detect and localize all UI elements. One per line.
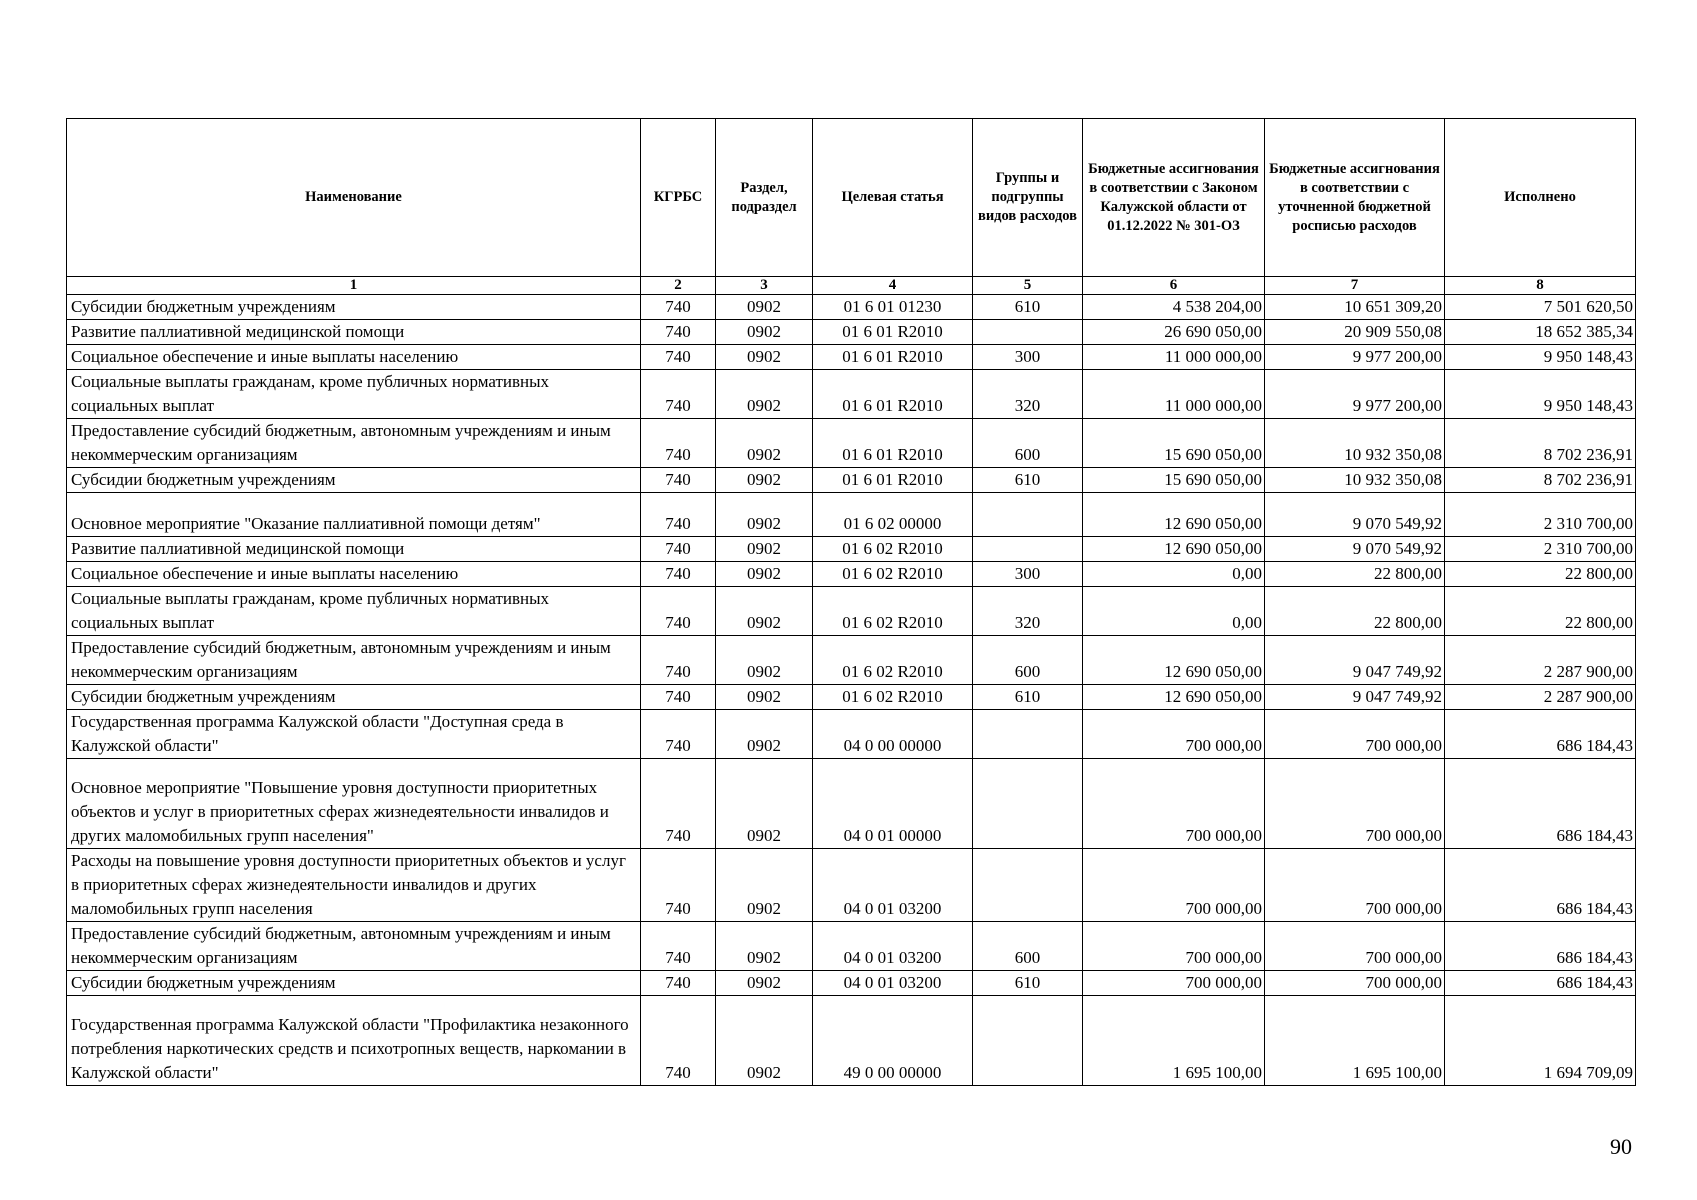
table-row xyxy=(67,493,1636,537)
row-law-allocation-cell: 15 690 050,00 xyxy=(1083,419,1265,468)
row-name-cell: Расходы на повышение уровня доступности приоритетных объектов и услуг в приоритетных сферах жизнедеятельности инвалидов и других маломобильных групп населения xyxy=(67,849,641,922)
row-law-allocation-cell: 700 000,00 xyxy=(1083,849,1265,922)
column-number: 7 xyxy=(1265,277,1445,295)
column-number: 5 xyxy=(973,277,1083,295)
row-razdel-cell: 0902 xyxy=(716,493,813,537)
row-name-cell: Предоставление субсидий бюджетным, автономным учреждениям и иным некоммерческим организациям xyxy=(67,419,641,468)
row-executed-cell: 2 310 700,00 xyxy=(1445,537,1636,562)
row-executed-cell: 8 702 236,91 xyxy=(1445,468,1636,493)
row-executed-cell: 686 184,43 xyxy=(1445,710,1636,759)
row-budget-schedule-cell: 700 000,00 xyxy=(1265,971,1445,996)
table-row xyxy=(67,971,1636,996)
row-expense-type-cell: 600 xyxy=(973,922,1083,971)
row-target-article-cell: 01 6 02 R2010 xyxy=(813,587,973,636)
row-name-cell: Государственная программа Калужской области "Профилактика незаконного потребления наркотических средств и психотропных веществ, наркомании в Калужской области" xyxy=(67,996,641,1086)
row-executed-cell: 2 310 700,00 xyxy=(1445,493,1636,537)
row-law-allocation-cell: 700 000,00 xyxy=(1083,710,1265,759)
row-target-article-cell: 01 6 02 00000 xyxy=(813,493,973,537)
row-budget-schedule-cell: 10 651 309,20 xyxy=(1265,295,1445,320)
row-kgrbs-cell: 740 xyxy=(641,710,716,759)
row-name-cell: Предоставление субсидий бюджетным, автономным учреждениям и иным некоммерческим организациям xyxy=(67,922,641,971)
row-expense-type-cell: 610 xyxy=(973,295,1083,320)
row-law-allocation-cell: 12 690 050,00 xyxy=(1083,685,1265,710)
table-row xyxy=(67,370,1636,419)
row-kgrbs-cell: 740 xyxy=(641,636,716,685)
row-budget-schedule-cell: 9 070 549,92 xyxy=(1265,493,1445,537)
row-target-article-cell: 04 0 01 00000 xyxy=(813,759,973,849)
row-razdel-cell: 0902 xyxy=(716,370,813,419)
table-row xyxy=(67,849,1636,922)
row-kgrbs-cell: 740 xyxy=(641,922,716,971)
row-kgrbs-cell: 740 xyxy=(641,320,716,345)
row-law-allocation-cell: 12 690 050,00 xyxy=(1083,493,1265,537)
row-law-allocation-cell: 4 538 204,00 xyxy=(1083,295,1265,320)
row-law-allocation-cell: 700 000,00 xyxy=(1083,971,1265,996)
row-executed-cell: 22 800,00 xyxy=(1445,562,1636,587)
row-executed-cell: 7 501 620,50 xyxy=(1445,295,1636,320)
row-executed-cell: 1 694 709,09 xyxy=(1445,996,1636,1086)
budget-table xyxy=(66,118,1636,1086)
table-row xyxy=(67,320,1636,345)
row-razdel-cell: 0902 xyxy=(716,636,813,685)
row-target-article-cell: 01 6 02 R2010 xyxy=(813,685,973,710)
header-row xyxy=(67,119,1636,277)
row-executed-cell: 2 287 900,00 xyxy=(1445,636,1636,685)
row-name-cell: Социальное обеспечение и иные выплаты населению xyxy=(67,345,641,370)
row-kgrbs-cell: 740 xyxy=(641,370,716,419)
table-row xyxy=(67,562,1636,587)
row-budget-schedule-cell: 10 932 350,08 xyxy=(1265,419,1445,468)
column-number: 6 xyxy=(1083,277,1265,295)
row-kgrbs-cell: 740 xyxy=(641,759,716,849)
row-expense-type-cell: 320 xyxy=(973,370,1083,419)
header-expense-type: Группы и подгруппы видов расходов xyxy=(973,119,1083,277)
column-number: 4 xyxy=(813,277,973,295)
row-razdel-cell: 0902 xyxy=(716,468,813,493)
row-law-allocation-cell: 12 690 050,00 xyxy=(1083,636,1265,685)
row-name-cell: Основное мероприятие "Повышение уровня доступности приоритетных объектов и услуг в приоритетных сферах жизнедеятельности инвалидов и других маломобильных групп населения" xyxy=(67,759,641,849)
row-law-allocation-cell: 700 000,00 xyxy=(1083,922,1265,971)
row-target-article-cell: 01 6 01 R2010 xyxy=(813,320,973,345)
row-razdel-cell: 0902 xyxy=(716,562,813,587)
header-target-article: Целевая статья xyxy=(813,119,973,277)
table-row xyxy=(67,710,1636,759)
row-executed-cell: 9 950 148,43 xyxy=(1445,370,1636,419)
row-target-article-cell: 04 0 01 03200 xyxy=(813,971,973,996)
row-expense-type-cell xyxy=(973,759,1083,849)
row-target-article-cell: 01 6 02 R2010 xyxy=(813,636,973,685)
table-row xyxy=(67,759,1636,849)
row-name-cell: Социальные выплаты гражданам, кроме публичных нормативных социальных выплат xyxy=(67,587,641,636)
row-name-cell: Социальные выплаты гражданам, кроме публичных нормативных социальных выплат xyxy=(67,370,641,419)
header-razdel: Раздел, подраздел xyxy=(716,119,813,277)
table-row xyxy=(67,295,1636,320)
table-row xyxy=(67,685,1636,710)
row-law-allocation-cell: 26 690 050,00 xyxy=(1083,320,1265,345)
row-kgrbs-cell: 740 xyxy=(641,537,716,562)
column-number: 8 xyxy=(1445,277,1636,295)
row-executed-cell: 686 184,43 xyxy=(1445,759,1636,849)
row-name-cell: Субсидии бюджетным учреждениям xyxy=(67,685,641,710)
row-name-cell: Основное мероприятие "Оказание паллиативной помощи детям" xyxy=(67,493,641,537)
row-kgrbs-cell: 740 xyxy=(641,587,716,636)
row-razdel-cell: 0902 xyxy=(716,345,813,370)
table-row xyxy=(67,345,1636,370)
row-kgrbs-cell: 740 xyxy=(641,849,716,922)
row-budget-schedule-cell: 9 047 749,92 xyxy=(1265,636,1445,685)
table-row xyxy=(67,468,1636,493)
row-kgrbs-cell: 740 xyxy=(641,295,716,320)
row-law-allocation-cell: 0,00 xyxy=(1083,562,1265,587)
row-budget-schedule-cell: 9 977 200,00 xyxy=(1265,370,1445,419)
row-target-article-cell: 04 0 00 00000 xyxy=(813,710,973,759)
row-executed-cell: 686 184,43 xyxy=(1445,849,1636,922)
table-row xyxy=(67,922,1636,971)
row-expense-type-cell: 600 xyxy=(973,419,1083,468)
row-budget-schedule-cell: 9 070 549,92 xyxy=(1265,537,1445,562)
row-kgrbs-cell: 740 xyxy=(641,685,716,710)
table-row xyxy=(67,419,1636,468)
row-name-cell: Предоставление субсидий бюджетным, автономным учреждениям и иным некоммерческим организациям xyxy=(67,636,641,685)
row-expense-type-cell: 610 xyxy=(973,685,1083,710)
row-target-article-cell: 01 6 01 R2010 xyxy=(813,419,973,468)
row-razdel-cell: 0902 xyxy=(716,971,813,996)
row-name-cell: Развитие паллиативной медицинской помощи xyxy=(67,320,641,345)
row-budget-schedule-cell: 22 800,00 xyxy=(1265,587,1445,636)
row-executed-cell: 686 184,43 xyxy=(1445,922,1636,971)
row-razdel-cell: 0902 xyxy=(716,759,813,849)
row-target-article-cell: 01 6 01 R2010 xyxy=(813,345,973,370)
row-razdel-cell: 0902 xyxy=(716,320,813,345)
row-expense-type-cell: 320 xyxy=(973,587,1083,636)
column-number: 2 xyxy=(641,277,716,295)
table-row xyxy=(67,636,1636,685)
header-budget-schedule: Бюджетные ассигнования в соответствии с уточненной бюджетной росписью расходов xyxy=(1265,119,1445,277)
row-budget-schedule-cell: 22 800,00 xyxy=(1265,562,1445,587)
row-target-article-cell: 01 6 01 R2010 xyxy=(813,370,973,419)
row-razdel-cell: 0902 xyxy=(716,587,813,636)
row-executed-cell: 9 950 148,43 xyxy=(1445,345,1636,370)
table-body xyxy=(67,295,1636,1086)
row-razdel-cell: 0902 xyxy=(716,922,813,971)
row-target-article-cell: 04 0 01 03200 xyxy=(813,922,973,971)
row-kgrbs-cell: 740 xyxy=(641,345,716,370)
row-expense-type-cell: 610 xyxy=(973,971,1083,996)
row-target-article-cell: 01 6 01 R2010 xyxy=(813,468,973,493)
row-target-article-cell: 04 0 01 03200 xyxy=(813,849,973,922)
table-row xyxy=(67,996,1636,1086)
row-budget-schedule-cell: 700 000,00 xyxy=(1265,849,1445,922)
row-name-cell: Субсидии бюджетным учреждениям xyxy=(67,468,641,493)
row-razdel-cell: 0902 xyxy=(716,710,813,759)
column-number: 3 xyxy=(716,277,813,295)
row-budget-schedule-cell: 700 000,00 xyxy=(1265,710,1445,759)
row-name-cell: Субсидии бюджетным учреждениям xyxy=(67,295,641,320)
header-law-allocation: Бюджетные ассигнования в соответствии с Законом Калужской области от 01.12.2022 № 301-ОЗ xyxy=(1083,119,1265,277)
column-number: 1 xyxy=(67,277,641,295)
row-name-cell: Социальное обеспечение и иные выплаты населению xyxy=(67,562,641,587)
row-executed-cell: 686 184,43 xyxy=(1445,971,1636,996)
row-law-allocation-cell: 11 000 000,00 xyxy=(1083,370,1265,419)
row-law-allocation-cell: 11 000 000,00 xyxy=(1083,345,1265,370)
row-law-allocation-cell: 1 695 100,00 xyxy=(1083,996,1265,1086)
row-law-allocation-cell: 700 000,00 xyxy=(1083,759,1265,849)
row-razdel-cell: 0902 xyxy=(716,295,813,320)
row-expense-type-cell xyxy=(973,996,1083,1086)
row-expense-type-cell xyxy=(973,537,1083,562)
row-budget-schedule-cell: 20 909 550,08 xyxy=(1265,320,1445,345)
row-kgrbs-cell: 740 xyxy=(641,996,716,1086)
row-expense-type-cell xyxy=(973,320,1083,345)
row-razdel-cell: 0902 xyxy=(716,419,813,468)
row-executed-cell: 8 702 236,91 xyxy=(1445,419,1636,468)
row-kgrbs-cell: 740 xyxy=(641,562,716,587)
row-name-cell: Развитие паллиативной медицинской помощи xyxy=(67,537,641,562)
row-budget-schedule-cell: 10 932 350,08 xyxy=(1265,468,1445,493)
row-budget-schedule-cell: 9 047 749,92 xyxy=(1265,685,1445,710)
row-razdel-cell: 0902 xyxy=(716,849,813,922)
row-target-article-cell: 01 6 01 01230 xyxy=(813,295,973,320)
row-target-article-cell: 49 0 00 00000 xyxy=(813,996,973,1086)
row-target-article-cell: 01 6 02 R2010 xyxy=(813,562,973,587)
row-kgrbs-cell: 740 xyxy=(641,419,716,468)
row-expense-type-cell: 600 xyxy=(973,636,1083,685)
row-target-article-cell: 01 6 02 R2010 xyxy=(813,537,973,562)
row-budget-schedule-cell: 1 695 100,00 xyxy=(1265,996,1445,1086)
row-law-allocation-cell: 12 690 050,00 xyxy=(1083,537,1265,562)
row-kgrbs-cell: 740 xyxy=(641,971,716,996)
row-budget-schedule-cell: 700 000,00 xyxy=(1265,759,1445,849)
row-executed-cell: 22 800,00 xyxy=(1445,587,1636,636)
row-law-allocation-cell: 0,00 xyxy=(1083,587,1265,636)
row-expense-type-cell xyxy=(973,493,1083,537)
row-budget-schedule-cell: 9 977 200,00 xyxy=(1265,345,1445,370)
row-name-cell: Субсидии бюджетным учреждениям xyxy=(67,971,641,996)
row-expense-type-cell: 610 xyxy=(973,468,1083,493)
table-row xyxy=(67,537,1636,562)
page-number: 90 xyxy=(1610,1134,1632,1159)
row-razdel-cell: 0902 xyxy=(716,537,813,562)
row-expense-type-cell: 300 xyxy=(973,562,1083,587)
header-executed: Исполнено xyxy=(1445,119,1636,277)
header-name: Наименование xyxy=(67,119,641,277)
row-name-cell: Государственная программа Калужской области "Доступная среда в Калужской области" xyxy=(67,710,641,759)
row-budget-schedule-cell: 700 000,00 xyxy=(1265,922,1445,971)
table-row xyxy=(67,587,1636,636)
row-expense-type-cell xyxy=(973,710,1083,759)
row-razdel-cell: 0902 xyxy=(716,996,813,1086)
row-kgrbs-cell: 740 xyxy=(641,493,716,537)
row-razdel-cell: 0902 xyxy=(716,685,813,710)
row-expense-type-cell xyxy=(973,849,1083,922)
row-expense-type-cell: 300 xyxy=(973,345,1083,370)
row-executed-cell: 18 652 385,34 xyxy=(1445,320,1636,345)
row-law-allocation-cell: 15 690 050,00 xyxy=(1083,468,1265,493)
header-kgrbs: КГРБС xyxy=(641,119,716,277)
row-kgrbs-cell: 740 xyxy=(641,468,716,493)
column-number-row xyxy=(67,277,1636,295)
row-executed-cell: 2 287 900,00 xyxy=(1445,685,1636,710)
